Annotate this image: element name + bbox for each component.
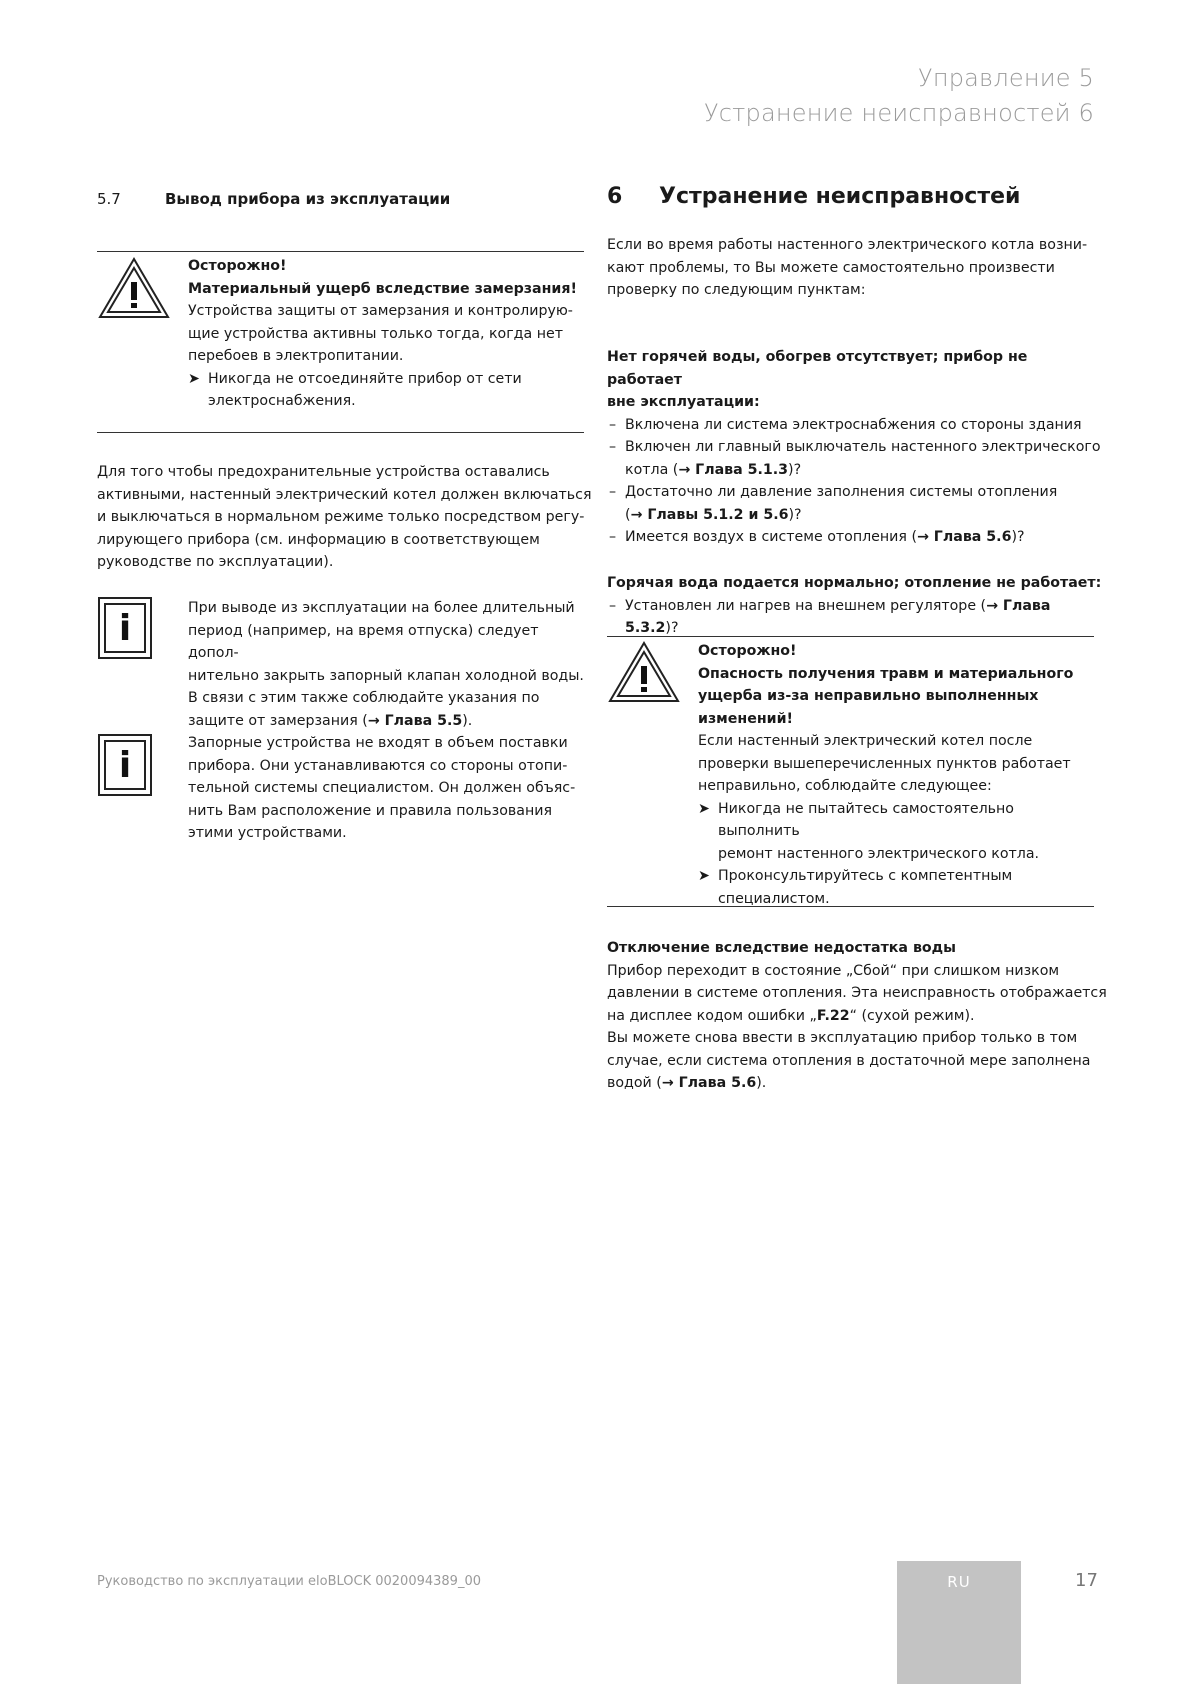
chapter-title: Устранение неисправностей: [659, 184, 1021, 209]
list-item: – Имеется воздух в системе отопления (→ Глава 5.6)?: [609, 529, 1025, 545]
footer-text: Руководство по эксплуатации eloBLOCK 0020094389_00: [97, 1574, 481, 1589]
caution-rule-bottom: [97, 432, 584, 433]
chapter-link[interactable]: → Глава 5.6: [661, 1075, 757, 1091]
language-tab: [897, 1561, 1021, 1684]
arrow-bullet-icon: ➤: [698, 868, 710, 884]
caution-action: ➤ Никогда не отсоединяйте прибор от сети электроснабжения.: [188, 368, 588, 413]
section-heading: [97, 188, 121, 211]
caution-subtitle: Материальный ущерб вследствие замерзания!: [188, 280, 577, 297]
info-icon: i: [98, 597, 152, 659]
list-item: – Установлен ли нагрев на внешнем регуляторе (→ Глава 5.3.2)?: [609, 597, 1051, 636]
arrow-bullet-icon: ➤: [188, 370, 200, 387]
chapter-link[interactable]: → Глава 5.1.3: [678, 461, 789, 478]
paragraph-protective-devices: Для того чтобы предохранительные устройства оставались активными, настенный электрический котел должен включаться и выключаться в нормальном режиме только посредством регу- лирующего прибора (см. информацию в соответствующем руководстве по эксплуатации).: [97, 464, 592, 570]
caution-rule-top: [607, 636, 1094, 637]
chapter-link[interactable]: → Главы 5.1.2 и 5.6: [630, 506, 789, 523]
header-chapter-5: Управление 5: [918, 64, 1094, 92]
caution-text-line: перебоев в электропитании.: [188, 348, 404, 364]
chapter-intro: Если во время работы настенного электрического котла возни- кают проблемы, то Вы можете самостоятельно произвести проверку по следующим пунктам:: [607, 237, 1088, 298]
header-chapter-6: Устранение неисправностей 6: [703, 99, 1094, 127]
caution-text-line: Устройства защиты от замерзания и контролирую-: [188, 303, 573, 319]
caution-rule-top: [97, 251, 584, 252]
info-icon: i: [98, 734, 152, 796]
language-label: RU: [947, 1573, 971, 1591]
info-note-shutoff: Запорные устройства не входят в объем поставки прибора. Они устанавливаются со стороны отопи- тельной системы специалистом. Он должен объяс- нить Вам расположение и правила пользования этими устройствами.: [188, 735, 576, 841]
warning-triangle-icon: [98, 256, 170, 320]
caution-text-line: щие устройства активны только тогда, когда нет: [188, 325, 563, 342]
error-code: F.22: [816, 1007, 850, 1024]
warning-triangle-icon: [608, 640, 680, 704]
info-note-decommission: При выводе из эксплуатации на более длительный период (например, на время отпуска) следует допол- нительно закрыть запорный клапан холодной воды. В связи с этим также соблюдайте указания по защите от замерзания (→ Глава 5.5).: [188, 600, 584, 729]
section-number: 5.7: [97, 190, 121, 208]
chapter-link[interactable]: → Глава 5.3.2: [625, 597, 1051, 636]
arrow-bullet-icon: ➤: [698, 800, 710, 817]
chapter-link[interactable]: → Глава 5.5: [367, 712, 463, 729]
caution-block-left: [188, 255, 588, 413]
caution-rule-bottom: [607, 906, 1094, 907]
troubleshoot-no-hot-water: Нет горячей воды, обогрев отсутствует; прибор не работает вне эксплуатации: – Включена ли система электроснабжения со стороны здания – Включен ли главный выключатель настенного электрического котла (→ Глава 5.1.3)? – Достаточно ли давление заполнения системы отопления (→ Главы 5.1.2 и 5.6)? – Имеется воздух в системе отопления (→ Глава 5.6)?: [607, 346, 1107, 549]
caution-action: ➤ Проконсультируйтесь с компетентным специалистом.: [698, 865, 1098, 910]
list-item: – Включен ли главный выключатель настенного электрического котла (→ Глава 5.1.3)?: [609, 439, 1101, 478]
section-title: Вывод прибора из эксплуатации: [165, 190, 451, 208]
chapter-number: 6: [607, 184, 623, 209]
caution-action: ➤ Никогда не пытайтесь самостоятельно выполнить ремонт настенного электрического котла.: [698, 798, 1098, 866]
chapter-link[interactable]: → Глава 5.6: [916, 529, 1012, 545]
caution-block-right: Осторожно! Опасность получения травм и материального ущерба из-за неправильно выполненных изменений! Если настенный электрический котел после проверки вышеперечисленных пунктов работает неправильно, соблюдайте следующее: ➤ Никогда не пытайтесь самостоятельно выполнить ремонт настенного электрического котла. ➤ Проконсультируйтесь с компетентным специалистом.: [698, 640, 1098, 910]
page-number: 17: [1075, 1570, 1098, 1591]
caution-title: Осторожно!: [188, 258, 287, 274]
list-item: – Достаточно ли давление заполнения системы отопления (→ Главы 5.1.2 и 5.6)?: [609, 484, 1058, 523]
troubleshoot-low-water: Отключение вследствие недостатка воды Прибор переходит в состояние „Сбой“ при слишком низком давлении в системе отопления. Эта неисправность отображается на дисплее кодом ошибки „F.22“ (сухой режим). Вы можете снова ввести в эксплуатацию прибор только в том случае, если система отопления в достаточной мере заполнена водой (→ Глава 5.6).: [607, 940, 1107, 1091]
troubleshoot-no-heating: Горячая вода подается нормально; отопление не работает: – Установлен ли нагрев на внешнем регуляторе (→ Глава 5.3.2)?: [607, 572, 1107, 640]
list-item: – Включена ли система электроснабжения со стороны здания: [609, 416, 1082, 433]
